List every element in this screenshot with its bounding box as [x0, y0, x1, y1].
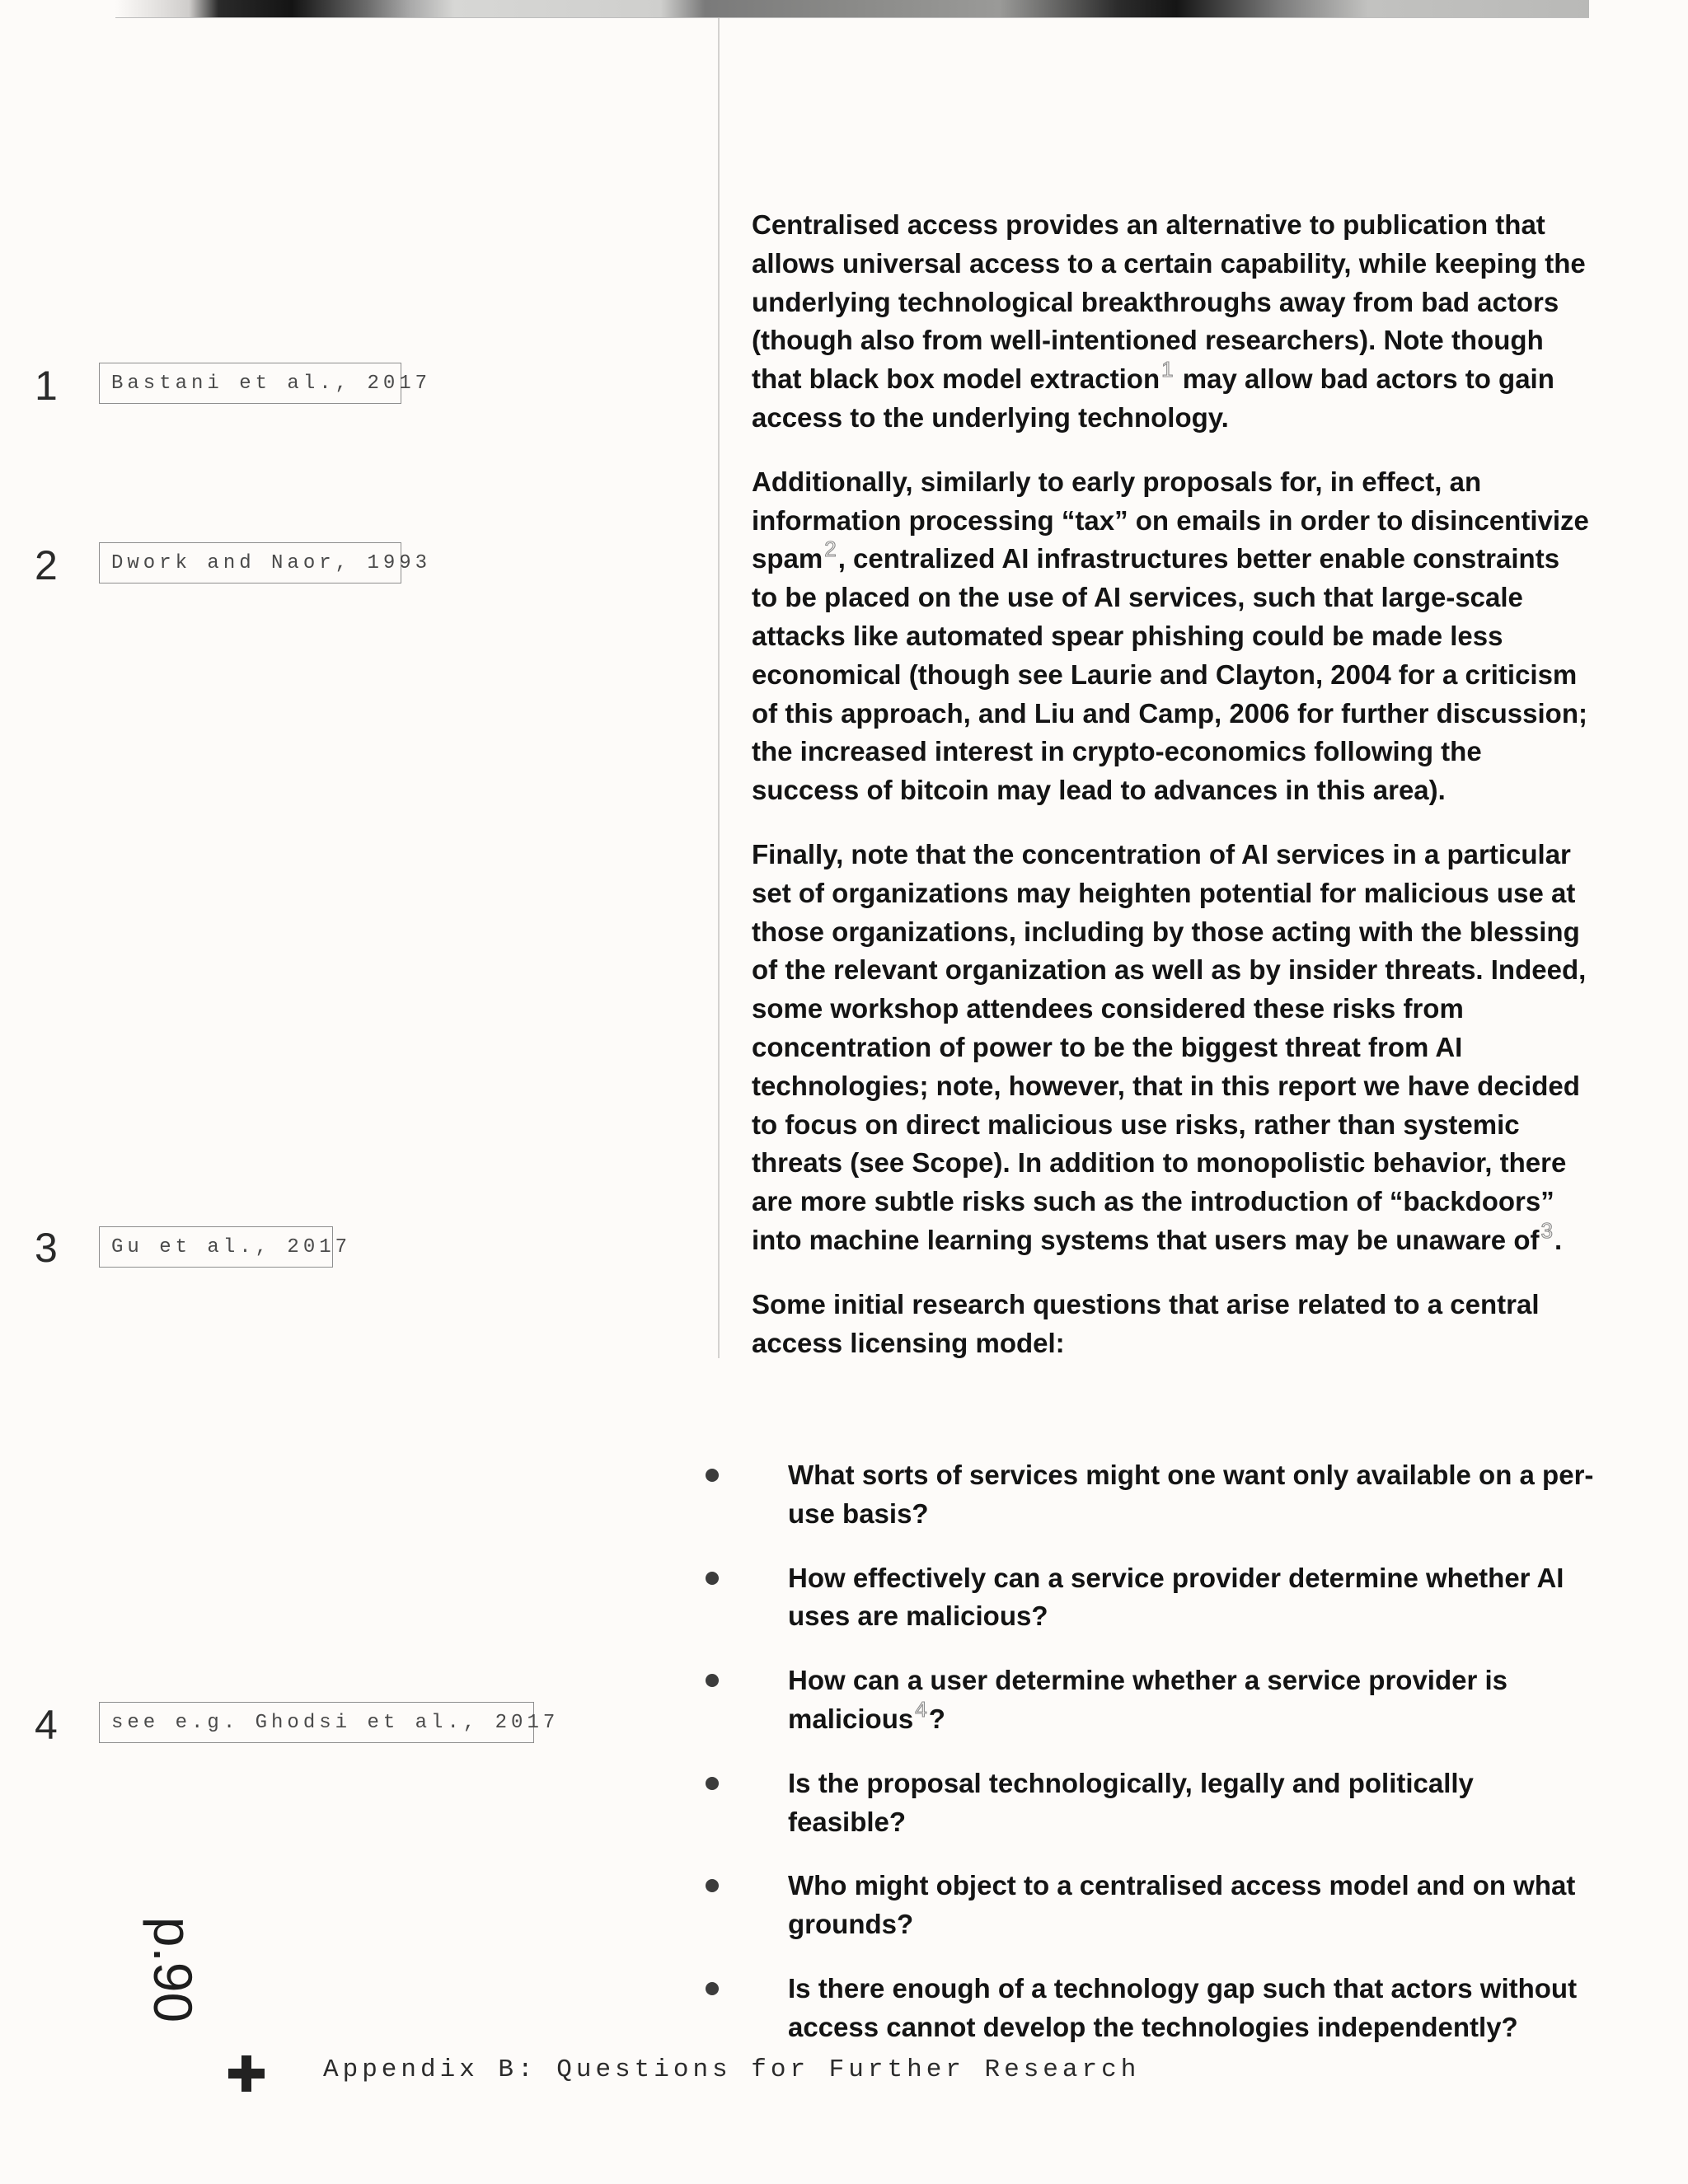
paragraph-2: Additionally, similarly to early proposals for, in effect, an information processing “tax” on emails in order to disincentivize spam$^2$, centralized AI infrastructures better enable constraints to be placed on the use of AI services, such that large-scale attacks like automated spear phishing could be made less economical (though see Laurie and Clayton, 2004 for a criticism of this approach, and Liu and Camp, 2006 for further discussion; the increased interest in crypto-economics following the success of bitcoin may lead to advances in this area). [752, 466, 1589, 806]
top-rule [115, 17, 1589, 18]
footnote-number-1: 1 [35, 363, 58, 409]
footnote-marker-4[interactable]: 4 [915, 1696, 927, 1722]
column-divider [718, 18, 720, 1358]
footnote-reference-4: see e.g. Ghodsi et al., 2017 [99, 1702, 534, 1743]
bullet-icon [706, 1572, 719, 1585]
footnote-reference-1: Bastani et al., 2017 [99, 363, 401, 404]
page-number: p.90 [143, 1916, 204, 2023]
footnote-marker-3[interactable]: 3 [1540, 1217, 1553, 1243]
footnote-number-4: 4 [35, 1702, 58, 1748]
paragraph-1: Centralised access provides an alternative to publication that allows universal access to a certain capability, while keeping the underlying technological breakthroughs away from bad actors (though also from well-intentioned researchers). Note though that black box model extraction$^1$ may allow bad actors to gain access to the underlying technology. [752, 209, 1586, 433]
section-label: Appendix B: Questions for Further Research [323, 2055, 1141, 2084]
bullet-icon [706, 1879, 719, 1892]
footnote-number-2: 2 [35, 542, 58, 588]
footnote-reference-2: Dwork and Naor, 1993 [99, 542, 401, 583]
body-text [752, 206, 1592, 1388]
paragraph-4: Some initial research questions that arise related to a central access licensing model: [752, 1288, 1540, 1358]
bullet-icon [706, 1982, 719, 1995]
list-item: How effectively can a service provider determine whether AI uses are malicious? [701, 1559, 1599, 1637]
paragraph-3: Finally, note that the concentration of AI services in a particular set of organizations may heighten potential for malicious use at those organizations, including by those acting with the blessing of the relevant organization as well as by insider threats. Indeed, some workshop attendees considered these risks from concentration of power to be the biggest threat from AI technologies; note, however, that in this report we have decided to focus on direct malicious use risks, rather than systemic threats (see Scope). In addition to monopolistic behavior, there are more subtle risks such as the introduction of “backdoors” into machine learning systems that users may be unaware of$^3$. [752, 838, 1587, 1255]
footnote-number-3: 3 [35, 1225, 58, 1271]
footnote-marker-1[interactable]: 1 [1161, 357, 1174, 382]
bullet-icon [706, 1777, 719, 1790]
list-item: What sorts of services might one want only available on a per-use basis? [701, 1456, 1599, 1534]
bullet-icon [706, 1674, 719, 1687]
research-questions-list [701, 1456, 1599, 2073]
plus-icon [228, 2055, 265, 2092]
list-item: Is the proposal technologically, legally and politically feasible? [701, 1765, 1599, 1842]
top-gradient-bar [115, 0, 1589, 18]
list-item: How can a user determine whether a service provider is malicious$^4$? [701, 1661, 1599, 1739]
footnote-marker-2[interactable]: 2 [824, 537, 837, 562]
bullet-icon [706, 1469, 719, 1482]
footnote-reference-3: Gu et al., 2017 [99, 1226, 333, 1268]
list-item: Is there enough of a technology gap such that actors without access cannot develop the technologies independently? [701, 1970, 1599, 2047]
list-item: Who might object to a centralised access model and on what grounds? [701, 1867, 1599, 1944]
